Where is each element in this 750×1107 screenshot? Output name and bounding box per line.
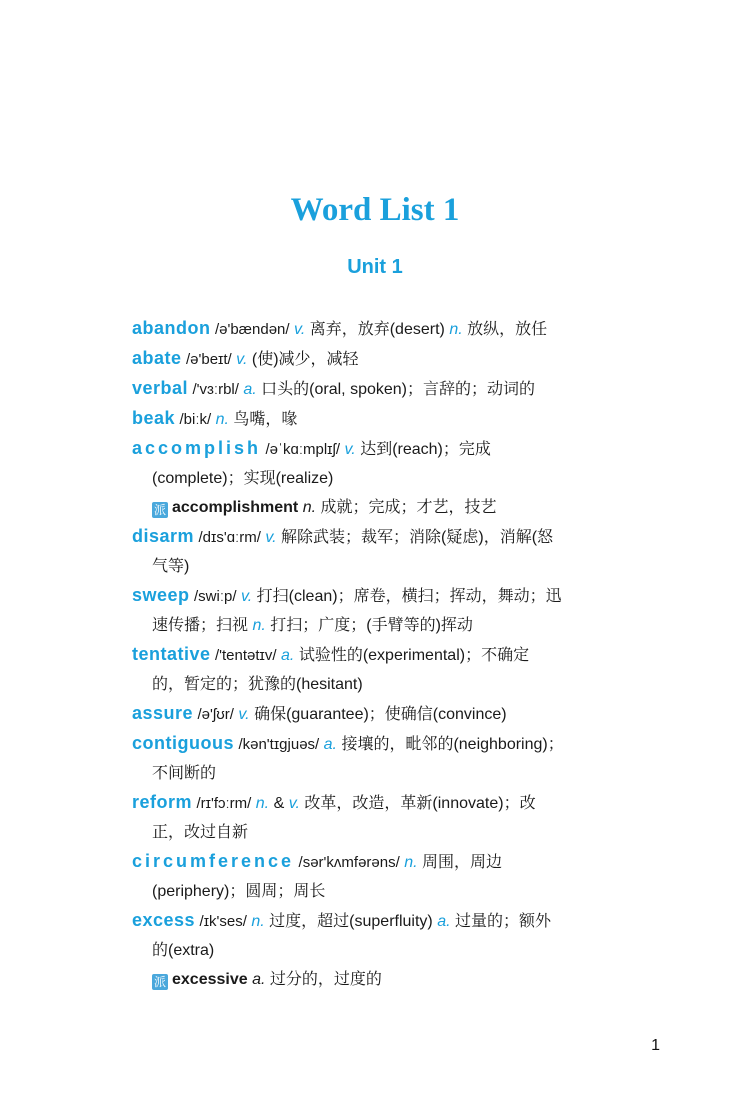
part-of-speech: a.: [252, 971, 266, 988]
part-of-speech: n.: [252, 617, 266, 634]
headword: excess: [132, 910, 196, 930]
phonetic: /ə'beɪt/: [185, 351, 232, 368]
definition: 成就；完成；才艺，技艺: [320, 499, 497, 516]
phonetic: /rɪ'fɔːrm/: [196, 795, 252, 812]
derivative-accomplishment: [132, 493, 662, 522]
phonetic: /sər'kʌmfərəns/: [298, 854, 400, 871]
entry-abate: [132, 344, 662, 374]
definition-continuation: 的，暂定的；犹豫的(hesitant): [152, 676, 363, 693]
phonetic: /'vɜːrbl/: [192, 381, 239, 398]
entry-verbal: [132, 374, 662, 404]
part-of-speech: n.: [404, 854, 418, 871]
phonetic: /ə'bændən/: [214, 321, 290, 338]
headword: abate: [132, 348, 182, 368]
page-number: 1: [651, 1037, 660, 1054]
definition: 打扫；广度；(手臂等的)挥动: [270, 617, 473, 634]
headword: tentative: [132, 644, 211, 664]
headword: reform: [132, 792, 193, 812]
part-of-speech: n.: [215, 411, 229, 428]
part-of-speech: n.: [255, 795, 270, 812]
entry-reform: [132, 788, 662, 818]
definition: 速传播；扫视: [152, 617, 249, 634]
phonetic: /kən'tɪgjuəs/: [238, 736, 320, 753]
definition: 达到(reach)；完成: [360, 441, 491, 458]
headword: sweep: [132, 585, 190, 605]
phonetic: /ə'ʃʊr/: [197, 706, 234, 723]
ampersand: &: [273, 795, 285, 812]
definition: 确保(guarantee)；使确信(convince): [254, 706, 507, 723]
part-of-speech: v.: [288, 795, 300, 812]
phonetic: /swiːp/: [193, 588, 237, 605]
definition: 过分的，过度的: [269, 971, 382, 988]
entry-circumference: [132, 847, 662, 877]
phonetic: /'tentətɪv/: [214, 647, 277, 664]
definition: 离弃，放弃(desert): [309, 321, 445, 338]
definition-continuation: [132, 611, 662, 640]
derivative-word: excessive: [172, 971, 248, 988]
entry-contiguous: [132, 729, 662, 759]
phonetic: /ɪk'ses/: [199, 913, 247, 930]
derivative-excessive: [132, 965, 662, 994]
entry-beak: [132, 404, 662, 434]
phonetic: /biːk/: [179, 411, 212, 428]
headword: abandon: [132, 318, 211, 338]
definition: 口头的(oral, spoken)；言辞的；动词的: [261, 381, 535, 398]
entry-abandon: [132, 314, 662, 344]
definition: 放纵，放任: [467, 321, 548, 338]
part-of-speech: n.: [251, 913, 265, 930]
part-of-speech: v.: [240, 588, 253, 605]
definition-continuation: (periphery)；圆周；周长: [152, 883, 326, 900]
definition: 周围，周边: [422, 854, 503, 871]
definition-continuation: (complete)；实现(realize): [152, 470, 334, 487]
definition: 过度，超过(superfluity): [269, 913, 433, 930]
definition: 试验性的(experimental)；不确定: [298, 647, 530, 664]
definition-continuation: 正，改过自新: [152, 824, 249, 841]
part-of-speech: a.: [243, 381, 257, 398]
part-of-speech: a.: [437, 913, 451, 930]
headword: accomplish: [132, 438, 262, 458]
part-of-speech: a.: [281, 647, 295, 664]
headword: disarm: [132, 526, 195, 546]
definition: 解除武装；裁军；消除(疑虑)，消解(怒: [281, 529, 554, 546]
definition: 鸟嘴，喙: [233, 411, 298, 428]
headword: verbal: [132, 378, 189, 398]
definition: (使)减少，减轻: [251, 351, 359, 368]
definition-continuation: 气等): [152, 558, 190, 575]
page-title: Word List 1: [290, 192, 460, 228]
derivative-word: accomplishment: [172, 499, 299, 516]
derivative-icon: 派: [153, 975, 166, 989]
definition: 接壤的，毗邻的(neighboring)；: [341, 736, 564, 753]
entry-assure: [132, 699, 662, 729]
headword: assure: [132, 703, 194, 723]
entry-sweep: [132, 581, 662, 611]
part-of-speech: v.: [344, 441, 356, 458]
derivative-icon: 派: [153, 503, 166, 517]
headword: circumference: [132, 851, 295, 871]
definition-continuation: 不间断的: [152, 765, 217, 782]
part-of-speech: v.: [238, 706, 250, 723]
entry-tentative: [132, 640, 662, 670]
part-of-speech: a.: [323, 736, 337, 753]
word-list: [132, 314, 662, 994]
definition: 改革，改造，革新(innovate)；改: [304, 795, 536, 812]
entry-excess: [132, 906, 662, 936]
part-of-speech: n.: [449, 321, 463, 338]
entry-disarm: [132, 522, 662, 552]
unit-heading: Unit 1: [347, 256, 403, 278]
part-of-speech: n.: [302, 499, 317, 516]
entry-accomplish: [132, 434, 662, 464]
definition: 过量的；额外: [455, 913, 552, 930]
headword: contiguous: [132, 733, 234, 753]
phonetic: /əˈkɑːmplɪʃ/: [265, 441, 341, 458]
part-of-speech: v.: [265, 529, 277, 546]
definition-continuation: 的(extra): [152, 942, 215, 959]
part-of-speech: v.: [294, 321, 306, 338]
definition: 打扫(clean)；席卷，横扫；挥动，舞动；迅: [256, 588, 562, 605]
headword: beak: [132, 408, 176, 428]
part-of-speech: v.: [236, 351, 248, 368]
phonetic: /dɪs'ɑːrm/: [198, 529, 261, 546]
